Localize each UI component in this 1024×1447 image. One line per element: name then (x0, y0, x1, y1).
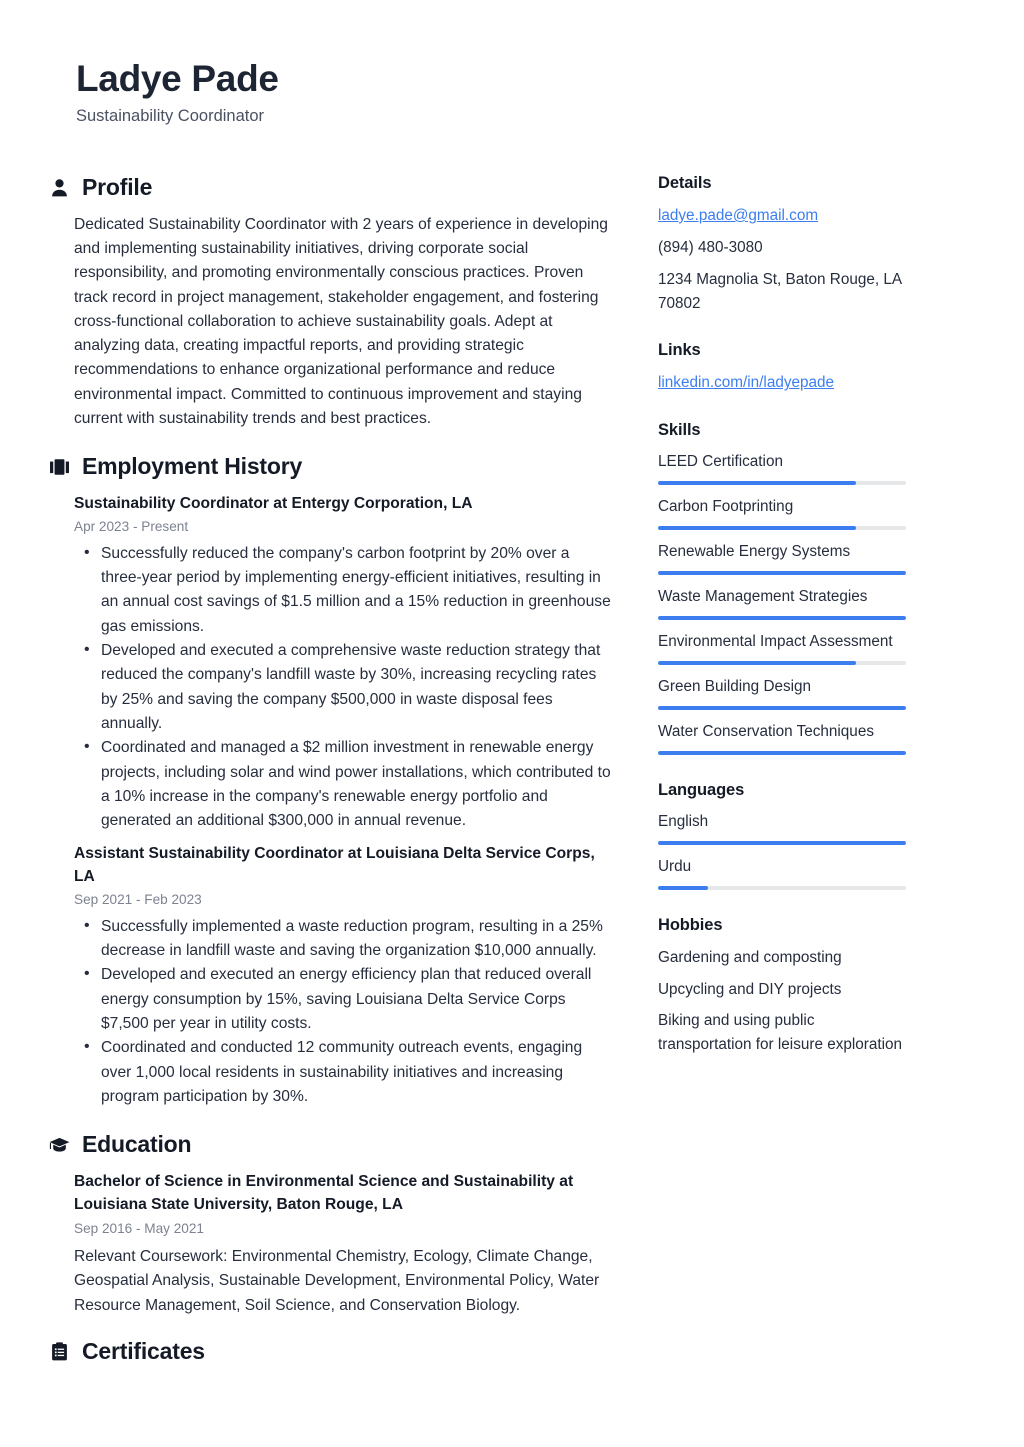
language-rating-fill (658, 841, 906, 845)
hobby-item: Gardening and composting (658, 948, 842, 966)
skill-rating-bar (658, 661, 906, 665)
list-item: • Coordinated and managed a $2 million investment in renewable energy projects, including solar and wind power installations, which contributed to a 10% increase in the company's renewable energy portfolio and generated an additional $300,000 in annual revenue. (98, 736, 612, 833)
skill-rating-bar (658, 481, 906, 485)
skill-item (658, 676, 906, 710)
profile-title: Profile (82, 173, 153, 200)
language-label: English (658, 812, 709, 830)
hobby-item: Upcycling and DIY projects (658, 980, 842, 998)
graduation-cap-icon (48, 1134, 70, 1156)
list-item: • Coordinated and conducted 12 community outreach events, engaging over 1,000 local residents in sustainability initiatives and increasing program participation by 30%. (98, 1036, 612, 1109)
skill-rating-bar (658, 706, 906, 710)
sidebar-column (612, 127, 952, 1083)
details-title: Details (658, 173, 712, 192)
skill-rating-bar (658, 571, 906, 575)
certificates-title: Certificates (82, 1337, 205, 1364)
linkedin-link[interactable]: linkedin.com/in/ladyepade (658, 374, 835, 392)
employment-entry-title: Sustainability Coordinator at Entergy Corporation, LA (74, 494, 473, 512)
employment-entry (74, 842, 612, 1110)
section-employment (48, 453, 612, 1109)
employment-entry-date: Apr 2023 - Present (74, 519, 189, 535)
skill-label: Environmental Impact Assessment (658, 633, 893, 651)
skill-rating-fill (658, 661, 856, 665)
skill-rating-bar (658, 616, 906, 620)
profile-text: Dedicated Sustainability Coordinator with 2 years of experience in developing and implementing sustainability initiatives, driving corporate social responsibility, and promoting environmentally conscious practices. Proven track record in project management, stakeholder engagement, and fostering cross-functional collaboration to achieve sustainability goals. Adept at analyzing data, creating impactful reports, and providing strategic recommendations to enhance organizational performance and reduce environmental impact. Committed to continuous improvement and staying current with sustainability trends and best practices. (74, 215, 608, 428)
education-entry (74, 1170, 612, 1318)
skill-item (658, 586, 906, 620)
language-rating-bar (658, 841, 906, 845)
hobbies-title: Hobbies (658, 915, 723, 934)
skill-label: Water Conservation Techniques (658, 722, 874, 740)
person-icon (48, 177, 70, 199)
skill-rating-bar (658, 751, 906, 755)
section-skills (658, 421, 906, 755)
list-item: • Successfully implemented a waste reduction program, resulting in a 25% decrease in landfill waste and saving the organization $10,000 annually. (98, 915, 612, 964)
employment-entry-bullets (74, 915, 612, 1110)
skill-label: Carbon Footprinting (658, 498, 794, 516)
language-rating-fill (658, 886, 708, 890)
education-heading (48, 1131, 612, 1159)
skill-item (658, 721, 906, 755)
briefcase-icon (48, 456, 70, 478)
education-title: Education (82, 1131, 192, 1158)
section-hobbies (658, 916, 906, 1057)
skill-label: Waste Management Strategies (658, 588, 868, 606)
list-item: • Successfully reduced the company's carbon footprint by 20% over a three-year period by implementing energy-efficient initiatives, resulting in an annual cost savings of $1.5 million and a 15% reduction in greenhouse gas emissions. (98, 542, 612, 639)
employment-entry-bullets (74, 542, 612, 834)
employment-title: Employment History (82, 453, 303, 480)
skill-rating-fill (658, 481, 856, 485)
address-text: 1234 Magnolia St, Baton Rouge, LA 70802 (658, 270, 902, 312)
skills-title: Skills (658, 421, 701, 440)
skill-item (658, 631, 906, 665)
certificates-heading (48, 1338, 1024, 1366)
profile-heading (48, 174, 612, 202)
education-entry-description: Relevant Coursework: Environmental Chemistry, Ecology, Climate Change, Geospatial Analysis, Sustainable Development, Environmental Policy, Water Resource Management, Soil Science, and Conservation Biology. (74, 1247, 600, 1314)
employment-heading (48, 453, 612, 481)
skill-label: Green Building Design (658, 677, 812, 695)
education-entry-date: Sep 2016 - May 2021 (74, 1220, 204, 1236)
phone-text: (894) 480-3080 (658, 238, 763, 256)
skill-item (658, 451, 906, 485)
main-column (0, 127, 612, 1320)
language-label: Urdu (658, 857, 692, 875)
candidate-name: Ladye Pade (76, 58, 279, 99)
language-rating-bar (658, 886, 906, 890)
skill-rating-fill (658, 571, 906, 575)
skill-item (658, 541, 906, 575)
resume-body (0, 127, 1024, 1320)
section-links (658, 341, 906, 395)
section-details (658, 174, 906, 315)
skill-rating-fill (658, 526, 856, 530)
section-education (48, 1131, 612, 1318)
section-languages (658, 781, 906, 890)
employment-entry-title: Assistant Sustainability Coordinator at Louisiana Delta Service Corps, LA (74, 844, 595, 885)
section-certificates (0, 1338, 1024, 1366)
skill-item (658, 496, 906, 530)
section-profile (48, 174, 612, 431)
language-item (658, 811, 906, 845)
employment-entry-date: Sep 2021 - Feb 2023 (74, 892, 202, 908)
education-entry-title: Bachelor of Science in Environmental Science and Sustainability at Louisiana State University, Baton Rouge, LA (74, 1172, 574, 1214)
skill-label: Renewable Energy Systems (658, 543, 851, 561)
skill-rating-fill (658, 751, 906, 755)
employment-entry (74, 492, 612, 834)
hobby-item: Biking and using public transportation for leisure exploration (658, 1012, 903, 1054)
skill-rating-bar (658, 526, 906, 530)
skill-label: LEED Certification (658, 453, 783, 471)
candidate-job-title: Sustainability Coordinator (76, 106, 265, 125)
skill-rating-fill (658, 616, 906, 620)
links-title: Links (658, 341, 701, 360)
skill-rating-fill (658, 706, 906, 710)
languages-title: Languages (658, 780, 745, 799)
language-item (658, 856, 906, 890)
list-item: • Developed and executed a comprehensive waste reduction strategy that reduced the company's landfill waste by 30%, increasing recycling rates by 25% and saving the company $500,000 in waste disposal fees annually. (98, 639, 612, 736)
email-link[interactable]: ladye.pade@gmail.com (658, 206, 819, 224)
list-item: • Developed and executed an energy efficiency plan that reduced overall energy consumption by 15%, saving Louisiana Delta Service Corps $7,500 per year in utility costs. (98, 963, 612, 1036)
clipboard-icon (48, 1341, 70, 1363)
resume-header (0, 0, 1024, 127)
